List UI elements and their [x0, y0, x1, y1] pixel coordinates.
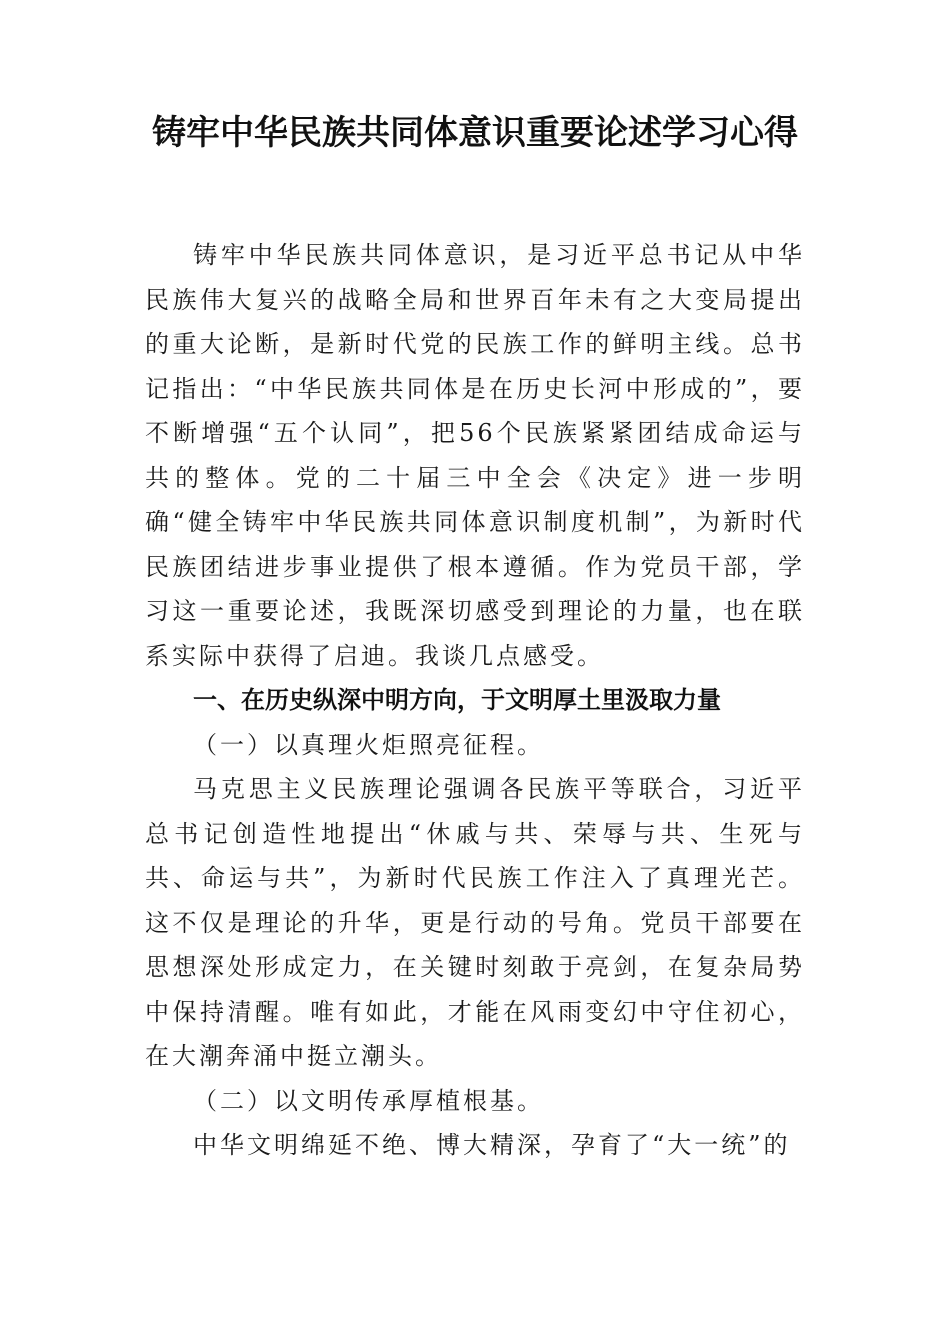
subsection-2-heading: （二）以文明传承厚植根基。: [193, 1086, 544, 1115]
subsection-1-paragraph: 马克思主义民族理论强调各民族平等联合，习近平总书记创造性地提出“休戚与共、荣辱与共、生死与共、命运与共”，为新时代民族工作注入了真理光芒。这不仅是理论的升华，更是行动的号角。党员干部要在思想深处形成定力，在关键时刻敢于亮剑，在复杂局势中保持清醒。唯有如此，才能在风雨变幻中守住初心，在大潮奔涌中挺立潮头。: [145, 775, 805, 1070]
subsection-1-heading: （一）以真理火炬照亮征程。: [193, 730, 544, 759]
document-body: [145, 233, 805, 1168]
intro-paragraph: 铸牢中华民族共同体意识，是习近平总书记从中华民族伟大复兴的战略全局和世界百年未有之大变局提出的重大论断，是新时代党的民族工作的鲜明主线。总书记指出：“中华民族共同体是在历史长河中形成的”，要不断增强“五个认同”，把56个民族紧紧团结成命运与共的整体。党的二十届三中全会《决定》进一步明确“健全铸牢中华民族共同体意识制度机制”，为新时代民族团结进步事业提供了根本遵循。作为党员干部，学习这一重要论述，我既深切感受到理论的力量，也在联系实际中获得了启迪。我谈几点感受。: [145, 241, 805, 670]
document-title: 铸牢中华民族共同体意识重要论述学习心得: [152, 113, 798, 153]
subsection-2-paragraph: 中华文明绵延不绝、博大精深，孕育了“大一统”的: [193, 1131, 791, 1159]
section-1-heading: 一、在历史纵深中明方向，于文明厚土里汲取力量: [193, 686, 721, 714]
